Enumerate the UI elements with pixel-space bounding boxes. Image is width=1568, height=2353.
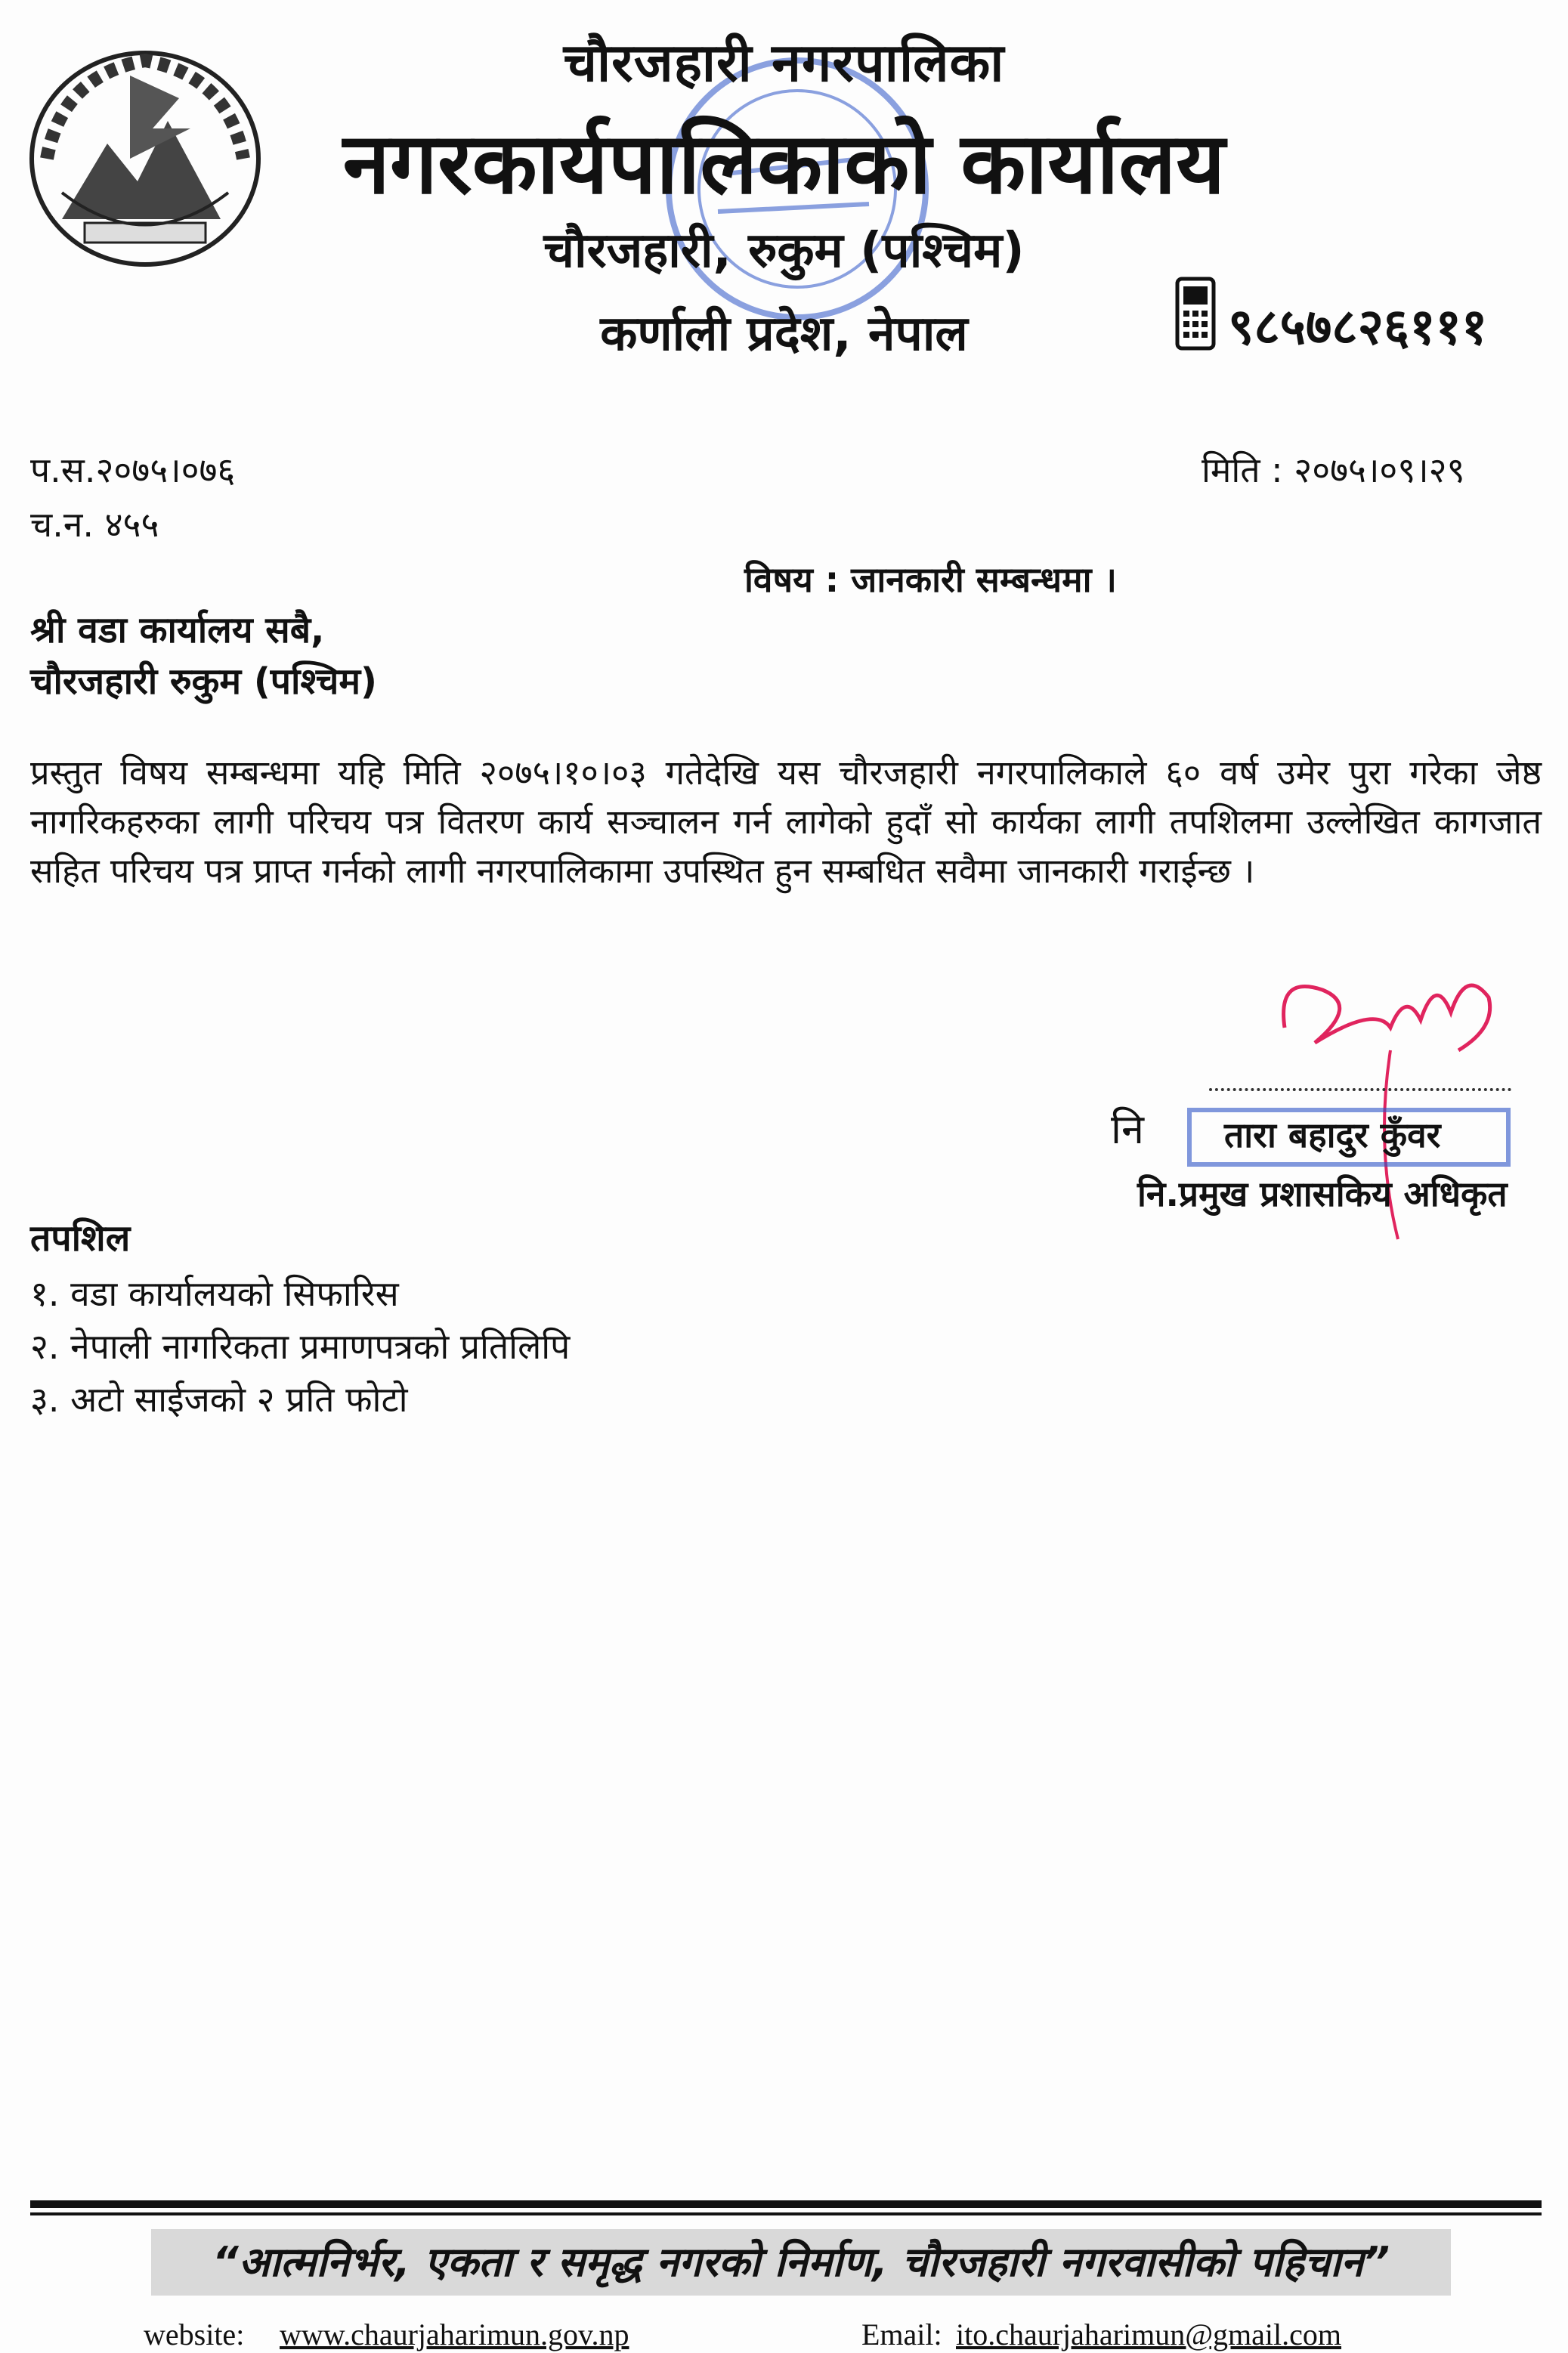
signatory-name: तारा बहादुर कुँवर [1224, 1115, 1441, 1155]
website-link[interactable]: www.chaurjaharimun.gov.np [280, 2317, 629, 2351]
dispatch-number: च.न. ४५५ [30, 504, 159, 545]
office-name: नगरकार्यपालिकाको कार्यालय [342, 115, 1226, 213]
municipality-motto: “आत्मनिर्भर, एकता र समृद्ध नगरको निर्माण, चौरजहारी नगरवासीको पहिचान” [151, 2229, 1451, 2296]
signatory-prefix: नि [1111, 1105, 1144, 1153]
list-item: १. वडा कार्यालयको सिफारिस [30, 1273, 399, 1314]
municipality-name: चौरजहारी नगरपालिका [563, 32, 1005, 94]
letter-date: मिति : २०७५।०९।२९ [1202, 450, 1465, 490]
letter-subject: विषय : जानकारी सम्बन्धमा । [744, 559, 1117, 600]
mobile-phone-icon [1173, 276, 1218, 351]
email-link[interactable]: ito.chaurjaharimun@gmail.com [956, 2317, 1342, 2351]
signature-line [1209, 1088, 1511, 1091]
letter-body: प्रस्तुत विषय सम्बन्धमा यहि मिति २०७५।१०।०३ गतेदेखि यस चौरजहारी नगरपालिकाले ६० वर्ष उमेर पुरा गरेका जेष्ठ नागरिकहरुका लागी परिचय पत्र वितरण कार्य सञ्चालन गर्न लागेको हुदाँ सो कार्यका लागी तपशिलमा उल्लेखित कागजात सहित परिचय पत्र प्राप्त गर्नको लागी नगरपालिकामा उपस्थित हुन सम्बधित सवैमा जानकारी गराईन्छ । [30, 753, 1542, 891]
signatory-title: नि.प्रमुख प्रशासकिय अधिकृत [1137, 1173, 1508, 1214]
list-item: २. नेपाली नागरिकता प्रमाणपत्रको प्रतिलिपि [30, 1326, 571, 1367]
footer-divider-thin [30, 2212, 1542, 2215]
phone-number: ९८५७८२६१११ [1228, 298, 1488, 356]
email-label: Email: [861, 2317, 942, 2351]
tapashil-heading: तपशिल [30, 1217, 131, 1260]
recipient-line-1: श्री वडा कार्यालय सबै, [30, 609, 325, 651]
reference-number: प.स.२०७५।०७६ [30, 450, 236, 490]
list-item: ३. अटो साईजको २ प्रति फोटो [30, 1379, 408, 1420]
address-line-1: चौरजहारी, रुकुम (पश्चिम) [543, 223, 1025, 279]
address-line-2: कर्णाली प्रदेश, नेपाल [600, 306, 968, 362]
recipient-line-2: चौरजहारी रुकुम (पश्चिम) [30, 660, 377, 703]
footer-divider [30, 2200, 1542, 2208]
website-label: website: [144, 2317, 245, 2351]
